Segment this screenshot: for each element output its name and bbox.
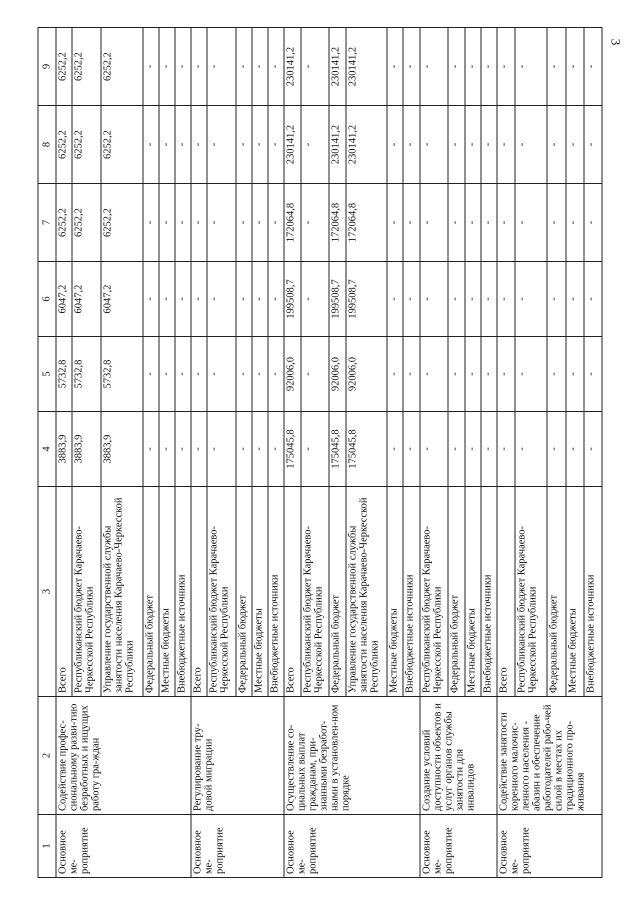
funding-source-cell: Местные бюджеты <box>159 486 175 696</box>
value-cell: - <box>207 105 236 183</box>
value-cell: - <box>584 27 602 105</box>
value-cell: - <box>515 336 547 411</box>
value-cell: - <box>448 261 464 336</box>
value-cell: - <box>448 105 464 183</box>
value-cell: - <box>207 336 236 411</box>
value-cell: - <box>420 411 449 486</box>
value-cell: - <box>159 27 175 105</box>
value-cell: - <box>301 27 330 105</box>
value-cell: - <box>268 27 284 105</box>
header-cell: 4 <box>38 411 56 486</box>
value-cell: 230141,2 <box>329 27 345 105</box>
value-cell: - <box>143 27 159 105</box>
value-cell: - <box>497 261 515 336</box>
value-cell: 172064,8 <box>329 183 345 261</box>
value-cell: - <box>481 27 497 105</box>
value-cell: - <box>515 27 547 105</box>
value-cell: - <box>175 261 191 336</box>
value-cell: - <box>191 261 207 336</box>
value-cell: - <box>547 411 565 486</box>
value-cell: - <box>547 183 565 261</box>
value-cell: 6252,2 <box>101 105 143 183</box>
value-cell: 3883,9 <box>101 411 143 486</box>
value-cell: 6252,2 <box>72 27 101 105</box>
funding-source-cell: Всего <box>497 486 515 696</box>
activity-type-cell: Основное ме-роприятие <box>56 814 191 877</box>
funding-source-cell: Всего <box>191 486 207 696</box>
value-cell: 6252,2 <box>56 105 72 183</box>
value-cell: - <box>481 183 497 261</box>
value-cell: - <box>387 411 403 486</box>
funding-source-cell: Местные бюджеты <box>465 486 481 696</box>
value-cell: - <box>236 27 252 105</box>
table-row <box>497 27 515 877</box>
value-cell: - <box>515 411 547 486</box>
value-cell: - <box>481 105 497 183</box>
value-cell: 5732,8 <box>72 336 101 411</box>
value-cell: - <box>387 336 403 411</box>
value-cell: - <box>207 411 236 486</box>
value-cell: - <box>497 183 515 261</box>
header-cell: 1 <box>38 814 56 877</box>
value-cell: - <box>191 183 207 261</box>
funding-source-cell: Республиканский бюджет Карачаево-Черкесской Республики <box>420 486 449 696</box>
value-cell: - <box>236 336 252 411</box>
value-cell: - <box>515 105 547 183</box>
value-cell: - <box>403 183 419 261</box>
budget-table <box>38 27 603 878</box>
activity-name-cell: Осуществление со-циальных выплат гражданам, при-знанными безработ-ными в установлен-ном порядке <box>284 696 419 814</box>
value-cell: - <box>301 183 330 261</box>
table-row <box>191 27 207 877</box>
value-cell: - <box>403 105 419 183</box>
value-cell: 5732,8 <box>101 336 143 411</box>
value-cell: - <box>159 105 175 183</box>
funding-source-cell: Местные бюджеты <box>387 486 403 696</box>
header-cell: 6 <box>38 261 56 336</box>
funding-source-cell: Республиканский бюджет Карачаево-Черкесской Республики <box>515 486 547 696</box>
value-cell: - <box>175 27 191 105</box>
value-cell: - <box>252 105 268 183</box>
table-row <box>420 27 449 877</box>
value-cell: - <box>301 105 330 183</box>
value-cell: 172064,8 <box>346 183 388 261</box>
value-cell: - <box>584 105 602 183</box>
value-cell: - <box>403 336 419 411</box>
value-cell: - <box>420 336 449 411</box>
funding-source-cell: Всего <box>284 486 300 696</box>
header-cell: 3 <box>38 486 56 696</box>
value-cell: - <box>566 336 584 411</box>
value-cell: 92006,0 <box>329 336 345 411</box>
value-cell: - <box>566 183 584 261</box>
value-cell: 172064,8 <box>284 183 300 261</box>
value-cell: 199508,7 <box>346 261 388 336</box>
value-cell: - <box>191 336 207 411</box>
header-cell: 5 <box>38 336 56 411</box>
funding-source-cell: Внебюджетные источники <box>481 486 497 696</box>
value-cell: - <box>420 261 449 336</box>
funding-source-cell: Республиканский бюджет Карачаево-Черкесской Республики <box>207 486 236 696</box>
header-cell: 2 <box>38 696 56 814</box>
value-cell: - <box>143 261 159 336</box>
value-cell: - <box>465 27 481 105</box>
funding-source-cell: Местные бюджеты <box>566 486 584 696</box>
value-cell: 6252,2 <box>101 183 143 261</box>
value-cell: - <box>584 261 602 336</box>
value-cell: - <box>268 183 284 261</box>
activity-name-cell: Регулирование тру-довой миграции <box>191 696 284 814</box>
value-cell: 175045,8 <box>284 411 300 486</box>
activity-name-cell: Создание условий доступности объектов и услуг органов службы занятости для инвалидов <box>420 696 497 814</box>
value-cell: 6252,2 <box>72 183 101 261</box>
value-cell: - <box>207 183 236 261</box>
value-cell: - <box>566 105 584 183</box>
value-cell: - <box>143 411 159 486</box>
value-cell: - <box>236 183 252 261</box>
activity-type-cell: Основное ме-роприятие <box>284 814 419 877</box>
activity-name-cell: Содействие профес-сиональному разви-тию безработных и ищущих работу гра-ждан <box>56 696 191 814</box>
value-cell: - <box>159 411 175 486</box>
value-cell: - <box>268 105 284 183</box>
value-cell: - <box>175 105 191 183</box>
value-cell: 230141,2 <box>284 27 300 105</box>
value-cell: - <box>497 27 515 105</box>
value-cell: 175045,8 <box>329 411 345 486</box>
value-cell: - <box>420 105 449 183</box>
value-cell: - <box>481 261 497 336</box>
value-cell: - <box>268 336 284 411</box>
funding-source-cell: Всего <box>56 486 72 696</box>
funding-source-cell: Федеральный бюджет <box>329 486 345 696</box>
funding-source-cell: Внебюджетные источники <box>584 486 602 696</box>
value-cell: 92006,0 <box>284 336 300 411</box>
value-cell: - <box>497 411 515 486</box>
value-cell: - <box>584 411 602 486</box>
funding-source-cell: Внебюджетные источники <box>175 486 191 696</box>
funding-source-cell: Внебюджетные источники <box>403 486 419 696</box>
value-cell: - <box>566 27 584 105</box>
value-cell: 6047,2 <box>56 261 72 336</box>
value-cell: - <box>191 411 207 486</box>
activity-type-cell: Основное ме-роприятие <box>497 814 602 877</box>
value-cell: - <box>547 27 565 105</box>
value-cell: - <box>387 183 403 261</box>
value-cell: - <box>252 27 268 105</box>
activity-name-cell: Содействие занятости коренного малочис-ленного населения - абазин и обеспечение работодателей рабо-чей силой в местах их традиционного про-живания <box>497 696 602 814</box>
value-cell: - <box>143 105 159 183</box>
value-cell: - <box>448 336 464 411</box>
value-cell: 6252,2 <box>56 183 72 261</box>
value-cell: - <box>481 336 497 411</box>
activity-type-cell: Основное ме-роприятие <box>191 814 284 877</box>
funding-source-cell: Управление государственной службы занятости населения Карачаево-Черкесской Республики <box>101 486 143 696</box>
value-cell: - <box>547 261 565 336</box>
value-cell: 6252,2 <box>101 27 143 105</box>
value-cell: - <box>584 183 602 261</box>
value-cell: - <box>465 336 481 411</box>
value-cell: - <box>465 105 481 183</box>
value-cell: 230141,2 <box>329 105 345 183</box>
value-cell: - <box>403 411 419 486</box>
value-cell: - <box>403 261 419 336</box>
value-cell: - <box>566 411 584 486</box>
table-body <box>56 27 602 877</box>
value-cell: 6047,2 <box>72 261 101 336</box>
value-cell: 230141,2 <box>284 105 300 183</box>
funding-source-cell: Местные бюджеты <box>252 486 268 696</box>
value-cell: 6252,2 <box>56 27 72 105</box>
value-cell: - <box>387 105 403 183</box>
funding-source-cell: Внебюджетные источники <box>268 486 284 696</box>
value-cell: - <box>252 336 268 411</box>
value-cell: - <box>566 261 584 336</box>
value-cell: - <box>301 336 330 411</box>
value-cell: 175045,8 <box>346 411 388 486</box>
value-cell: - <box>268 411 284 486</box>
activity-type-cell: Основное ме-роприятие <box>420 814 497 877</box>
table-row <box>56 27 72 877</box>
value-cell: - <box>236 411 252 486</box>
funding-source-cell: Федеральный бюджет <box>448 486 464 696</box>
header-cell: 7 <box>38 183 56 261</box>
value-cell: - <box>448 27 464 105</box>
funding-source-cell: Федеральный бюджет <box>143 486 159 696</box>
value-cell: - <box>465 261 481 336</box>
value-cell: - <box>236 105 252 183</box>
value-cell: - <box>387 261 403 336</box>
value-cell: - <box>268 261 284 336</box>
page-number: 3 <box>607 38 623 46</box>
header-cell: 9 <box>38 27 56 105</box>
value-cell: - <box>420 183 449 261</box>
value-cell: - <box>191 27 207 105</box>
value-cell: - <box>175 411 191 486</box>
value-cell: 199508,7 <box>284 261 300 336</box>
value-cell: - <box>191 105 207 183</box>
value-cell: 5732,8 <box>56 336 72 411</box>
funding-source-cell: Республиканский бюджет Карачаево-Черкесской Республики <box>72 486 101 696</box>
value-cell: - <box>143 183 159 261</box>
funding-source-cell: Управление государственной службы занятости населения Карачаево-Черкесской Республики <box>346 486 388 696</box>
value-cell: - <box>547 105 565 183</box>
value-cell: - <box>252 261 268 336</box>
value-cell: - <box>252 183 268 261</box>
rotated-table-wrapper <box>38 28 603 878</box>
value-cell: - <box>159 261 175 336</box>
value-cell: - <box>175 336 191 411</box>
value-cell: - <box>403 27 419 105</box>
value-cell: - <box>236 261 252 336</box>
funding-source-cell: Федеральный бюджет <box>236 486 252 696</box>
header-row <box>38 27 56 877</box>
funding-source-cell: Федеральный бюджет <box>547 486 565 696</box>
value-cell: - <box>547 336 565 411</box>
value-cell: - <box>515 261 547 336</box>
value-cell: - <box>143 336 159 411</box>
value-cell: - <box>159 336 175 411</box>
value-cell: - <box>497 105 515 183</box>
table-row <box>284 27 300 877</box>
value-cell: 199508,7 <box>329 261 345 336</box>
value-cell: - <box>420 27 449 105</box>
value-cell: - <box>387 27 403 105</box>
value-cell: 3883,9 <box>56 411 72 486</box>
value-cell: - <box>584 336 602 411</box>
value-cell: - <box>301 411 330 486</box>
value-cell: - <box>448 411 464 486</box>
value-cell: - <box>465 411 481 486</box>
value-cell: - <box>175 183 191 261</box>
value-cell: - <box>252 411 268 486</box>
value-cell: 92006,0 <box>346 336 388 411</box>
value-cell: - <box>481 411 497 486</box>
value-cell: - <box>207 261 236 336</box>
value-cell: 6047,2 <box>101 261 143 336</box>
value-cell: - <box>448 183 464 261</box>
value-cell: - <box>465 183 481 261</box>
funding-source-cell: Республиканский бюджет Карачаево-Черкесской Республики <box>301 486 330 696</box>
value-cell: 6252,2 <box>72 105 101 183</box>
value-cell: - <box>207 27 236 105</box>
value-cell: - <box>515 183 547 261</box>
value-cell: - <box>301 261 330 336</box>
value-cell: - <box>159 183 175 261</box>
value-cell: 3883,9 <box>72 411 101 486</box>
value-cell: - <box>497 336 515 411</box>
value-cell: 230141,2 <box>346 105 388 183</box>
header-cell: 8 <box>38 105 56 183</box>
value-cell: 230141,2 <box>346 27 388 105</box>
